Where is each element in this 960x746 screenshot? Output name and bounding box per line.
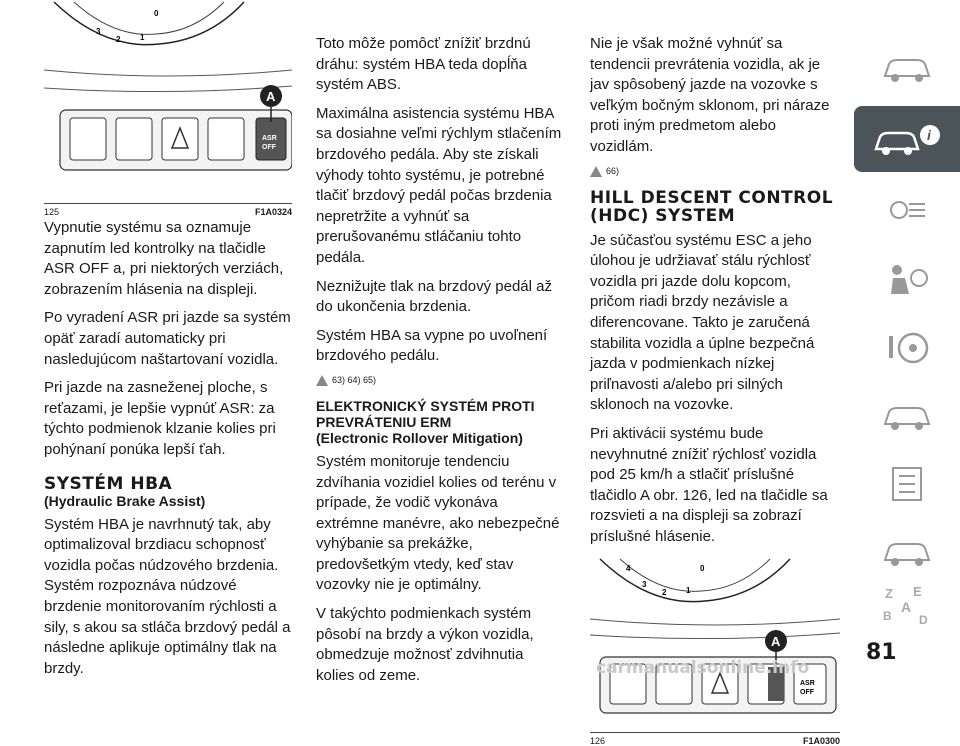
paragraph: V takýchto podmienkach systém pôsobí na brzdy a výkon vozidla, obmedzuje možnosť zdvihnutia kolies od zeme. <box>316 605 534 684</box>
chapter-sidebar <box>854 0 960 686</box>
figure-125-illustration <box>44 0 292 198</box>
column-2 <box>316 34 564 694</box>
chapter-tab-info[interactable] <box>854 106 960 172</box>
paragraph: Systém HBA je navrhnutý tak, aby optimalizoval brzdiacu schopnosť vozidla počas núdzového brzdenia. Systém rozpoznáva núdzové brzdenie monitorovaním rýchlosti a sily, s akou sa stláča brzdový pedál a následne aplikuje optimálny tlak na brzdy. <box>44 515 291 677</box>
car-warning-icon <box>879 396 935 436</box>
dial-1: 1 <box>140 33 145 42</box>
figure-code: F1A0300 <box>802 736 840 746</box>
section-heading-hba: SYSTÉM HBA <box>44 473 173 494</box>
figure-caption <box>590 732 840 746</box>
figure-caption <box>44 203 292 217</box>
paragraph: Je súčasťou systému ESC a jeho úlohou je udržiavať stálu rýchlosť vozidla pri jazde dolu kopcom, pričom riadi brzdy nezávisle a diferencovane. Takto je zaručená stabilita vozidla a úplne bezpečná jazda v podmienkach nízkej priľnavosti a/alebo pri silných sklonoch na vozovke. <box>590 231 815 414</box>
paragraph: Toto môže pomôcť znížiť brzdnú dráhu: systém HBA teda dopĺňa systém ABS. <box>316 35 531 94</box>
chapter-tab-technical[interactable] <box>854 522 960 582</box>
steering-wheel-icon <box>879 328 935 368</box>
asr-label: ASR <box>262 135 277 142</box>
chapter-tab-index[interactable] <box>854 580 960 630</box>
chapter-tab-emergency[interactable] <box>854 386 960 446</box>
svg-text:A: A <box>901 599 912 615</box>
dial-4: 4 <box>626 564 631 574</box>
airbag-icon <box>879 260 935 300</box>
paragraph: Neznižujte tlak na brzdový pedál až do ukončenia brzdenia. <box>316 277 552 316</box>
checklist-icon <box>879 464 935 504</box>
svg-text:Z: Z <box>885 586 893 601</box>
section-heading-hdc: HILL DESCENT CONTROL (HDC) SYSTEM <box>590 187 834 226</box>
watermark: carmanualsonline.info <box>596 658 810 678</box>
chapter-tab-lights[interactable] <box>854 182 960 242</box>
section-heading-erm: ELEKTRONICKÝ SYSTÉM PROTI PREVRÁTENIU ERM <box>316 397 535 430</box>
dial-3: 3 <box>642 580 647 590</box>
chapter-tab-maintenance[interactable] <box>854 454 960 514</box>
chapter-tab-driving[interactable] <box>854 318 960 378</box>
light-icon <box>879 192 935 232</box>
dial-2: 2 <box>116 35 121 44</box>
warning-text: 66) <box>606 166 620 177</box>
section-subheading: (Electronic Rollover Mitigation) <box>316 429 523 446</box>
section-subheading: (Hydraulic Brake Assist) <box>44 492 206 509</box>
car-specs-icon <box>879 532 935 572</box>
figure-126-illustration <box>590 557 840 727</box>
svg-text:E: E <box>913 584 922 599</box>
off-label: OFF <box>800 689 814 697</box>
figure-number: 125 <box>44 207 60 217</box>
car-info-icon <box>872 117 942 161</box>
warning-icon <box>316 375 328 386</box>
car-icon <box>879 48 935 88</box>
label-a: A <box>266 89 276 104</box>
warning-reference <box>590 166 840 177</box>
svg-text:i: i <box>927 127 931 143</box>
chapter-tab-vehicle[interactable] <box>854 38 960 98</box>
dial-2: 2 <box>662 588 667 598</box>
figure-126 <box>590 557 840 746</box>
warning-text: 63) 64) 65) <box>332 375 377 386</box>
paragraph: Pri jazde na zasneženej ploche, s reťazami, je lepšie vypnúť ASR: za týchto podmienok klzanie kolies pri pohýnaní ponúka lepší ťah. <box>44 379 276 458</box>
figure-code: F1A0324 <box>254 207 292 217</box>
figure-125 <box>44 0 292 217</box>
paragraph: Maximálna asistencia systému HBA sa dosiahne veľmi rýchlym stlačením brzdového pedála. Aby ste získali výhody tohto systému, je potrebné tlačiť brzdový pedál počas brzdenia nepretržite a vyhnúť sa prerušovanému stláčaniu tohto pedála. <box>316 104 562 266</box>
svg-text:B: B <box>883 609 892 623</box>
paragraph: Systém monitoruje tendenciu zdvíhania vozidiel kolies od terénu v prípade, že vodič vykonáva extrémne manévre, ako nebezpečné vyhýbanie sa prekážke, predovšetkým vtedy, keď stav vozovky nie je optimálny. <box>316 452 560 594</box>
paragraph: Vypnutie systému sa oznamuje zapnutím led kontrolky na tlačidle ASR OFF a, pri niektorých verziách, zobrazením hlásenia na displeji. <box>44 219 284 298</box>
off-label: OFF <box>262 144 276 151</box>
alphabet-index-icon <box>879 582 935 628</box>
paragraph: Pri aktivácii systému bude nevyhnutné znížiť rýchlosť vozidla pod 25 km/h a stlačiť príslušné tlačidlo A obr. 126, led na tlačidle sa rozsvieti a na displeji sa zobrazí príslušné hlásenie. <box>590 424 828 545</box>
svg-text:D: D <box>919 613 928 627</box>
label-a: A <box>771 634 781 650</box>
column-1 <box>44 0 292 687</box>
column-3 <box>590 34 840 746</box>
dial-0: 0 <box>700 564 705 574</box>
paragraph: Po vyradení ASR pri jazde sa systém opäť zaradí automaticky pri nasledujúcom naštartovaní vozidla. <box>44 309 291 368</box>
paragraph: Nie je však možné vyhnúť sa tendencii prevrátenia vozidla, ak je jav spôsobený jazde na vozovke s veľkým bočným sklonom, pri náraze proti iným predmetom alebo vozidlám. <box>590 35 830 155</box>
paragraph: Systém HBA sa vypne po uvoľnení brzdového pedálu. <box>316 326 548 365</box>
warning-icon <box>590 166 602 177</box>
chapter-tab-safety[interactable] <box>854 250 960 310</box>
page-number: 81 <box>866 640 897 665</box>
dial-1: 1 <box>686 586 691 596</box>
warning-reference <box>316 375 564 386</box>
asr-label: ASR <box>800 680 815 688</box>
dial-0: 0 <box>154 9 159 18</box>
dial-3: 3 <box>96 27 101 36</box>
figure-number: 126 <box>590 736 606 746</box>
